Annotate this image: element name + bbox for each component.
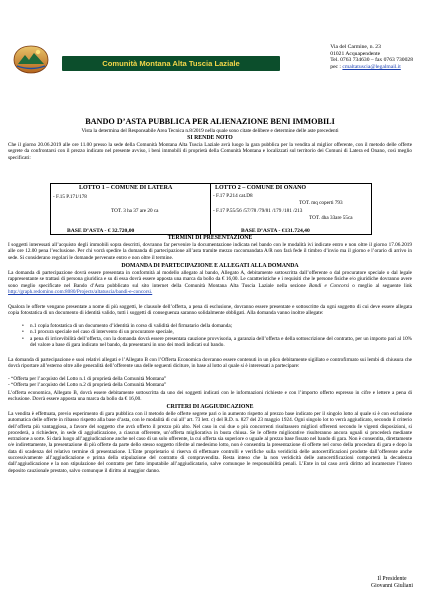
lot-1-heading: LOTTO 1 – COMUNE DI LATERA bbox=[79, 185, 173, 191]
attachment-item bbox=[22, 336, 412, 349]
signature-name: Giovanni Giuliani bbox=[370, 583, 413, 589]
envelope-option-lot-1: - “Offerta per l’acquisto del Lotto n.1 di proprietà della Comunità Montana” bbox=[8, 376, 167, 382]
application-paragraph bbox=[8, 270, 412, 295]
lot-1-total: TOT. 3 ha 37 are 20 ca bbox=[111, 208, 159, 214]
section-heading-terms: TERMINI DI PRESENTAZIONE bbox=[167, 235, 253, 241]
lot-2-covered-area: TOT. mq coperti 793 bbox=[299, 200, 343, 206]
attachments-list bbox=[22, 323, 412, 348]
lot-2-total: TOT. 4ha 33are 55ca bbox=[309, 215, 353, 221]
section-heading-application: DOMANDA DI PARTECIPAZIONE E ALLEGATI ALLA DOMANDA bbox=[121, 263, 299, 269]
intro-paragraph: Che il giorno 20.06.2019 alle ore 11.00 presso la sede della Comunità Montana Alta Tuscia Laziale avrà luogo la gara pubblica per la vendita al miglior offerente, con il metodo delle offerte segrete da confrontarsi con il prezzo indicato nel presente avviso, i beni immobili di proprietà della Comunità Montana e localizzati sul territorio dei Comuni di Latera ed Onano, così meglio specificati: bbox=[8, 142, 412, 161]
signature-role: Il Presidente bbox=[377, 576, 407, 582]
lot-2-base-price: BASE D’ASTA - €131.724,40 bbox=[241, 228, 310, 234]
lot-2-cell bbox=[211, 184, 371, 234]
award-paragraph: La vendita è effettuata, previo esperimento di gara pubblica con il metodo delle offerte segrete pari o in aumento rispetto al prezzo base indicato per il singolo lotto al quale si è con esclusione automatica delle offerte in ribasso rispetto alla base d’asta, con le modalità di cui all’ art. 73 lett. c) del R.D. n. 827 del 23 maggio 1924. Ogni singolo lot to verrà aggiudicato, secondo il criterio dell’offerta più vantaggiosa, a favore del soggetto che avrà offerto il prezzo più alto. Nel caso in cui due o più concorrenti risultassero migliori offerenti secondo le vigenti disposizioni, si procederà, a richiedere, in sede di aggiudicazione, a ciascun offerente, un’offerta migliorativa in busta chiusa. Se le offerte migliorative risulteranno ancora uguali si procederà mediante estrazione a sorte. Si darà luogo all’aggiudicazione anche nel caso di un solo offerente, la cui offerta sia superiore o uguale al prezzo base fissato nel bando di gara. Non è consentita, direttamente o/e indirettamente, la presentazione di più offerte da parte dello stesso soggetto riferite al medesimo lotto, non è consentita la presentazione di offerte nel corso della procedura di gara e dopo la data di scadenza del relativo termine di presentazione. L’Ente proprietario si riserva di effettuare controlli e verifiche sulla veridicità delle autocertificazioni prodotte dall’offerente anche successivamente all’aggiudicazione e prima della stipulazione del contratto di compravendita. Resta inteso che la non veridicità delle autocertificazioni comporterà la decadenza dall’aggiudicazione e la non stipulazione del contratto per fatto imputabile all’aggiudicatario, salve comunque le responsabilità penali. L’Ente in tal caso avrà diritto ad incamerare l’intero deposito cauzionale prestato, salvo comunque il diritto al maggior danno. bbox=[8, 411, 412, 474]
page-subtitle: Vista la determina del Responsabile Area Tecnica n.8/2019 nella quale sono citate delibere e determine delle aste precedenti bbox=[81, 128, 339, 134]
bullet-icon: • bbox=[22, 335, 24, 342]
signature-block bbox=[371, 576, 413, 590]
section-heading-award: CRITERI DI AGGIUDICAZIONE bbox=[166, 404, 254, 410]
letterhead-address bbox=[330, 44, 413, 70]
section-heading-notice: SI RENDE NOTO bbox=[187, 135, 233, 141]
lots-table bbox=[50, 183, 372, 235]
application-section-name: Bandi e Concorsi bbox=[308, 282, 350, 289]
attachment-item-text: a pena di irricevibilità dell’offerta, con la domanda dovrà essere presentata cauzione provvisoria, a garanzia dell’offerta e della sottoscrizione del contratto, per un importo pari al 10% del valore a base di gara indicato nel bando, da presentarsi in uno dei modi indicati sul bando. bbox=[30, 335, 412, 348]
address-street: Via del Carmine, n. 23 bbox=[330, 44, 381, 50]
pec-label: pec : bbox=[330, 63, 341, 70]
envelope-paragraph: La domanda di partecipazione e suoi relativi allegati e l’Allegato B con l’Offerta Economica dovranno essere contenuti in un plico debitamente sigillato e controfirmato sui lembi di chiusura che dovrà riportare all’esterno oltre alle generalità dell’offerente una delle seguenti diciture, in base al lotto al quale si è interessati a partecipare: bbox=[8, 357, 412, 370]
lot-1-base-price: BASE D’ASTA - € 32.720,00 bbox=[67, 228, 135, 234]
lot-1-cell bbox=[51, 184, 210, 234]
attachment-item-text: n.1 copia fotostatica di un documento d’identità in corso di validità del firmatario della domanda; bbox=[30, 323, 233, 329]
terms-paragraph: I soggetti interessati all’acquisto degli immobili sopra descritti, dovranno far pervenire la documentazione indicata nel bando con le modalità ivi indicate entro e non oltre il giorno 17.06.2019 alle ore 12.00 pena l’esclusione. Per chi vorrà spedire la domanda di partecipazione all’asta tramite mezzo raccomandata A/R non farà fede il timbro d’invio ma il giorno e l’orario di arrivo in sede. Si considerano regolari le domande pervenute entro e non oltre il termine. bbox=[8, 242, 412, 261]
lot-2-building: - F.17 P.214 cat.D8 bbox=[213, 193, 253, 199]
offer-paragraph: L’offerta economica, Allegato B, dovrà essere debitamente sottoscritta da uno dei soggetti indicati con le informazioni richieste e con l’importo offerto espresso in cifre e lettere a pena di esclusione. Dovrà essere apposta una marca da bollo da € 16,00. bbox=[8, 390, 412, 403]
bandi-concorsi-link[interactable]: http://graph.redomino.com:8080/Projects/altatuscia/bandi-e-concorsi. bbox=[8, 288, 153, 295]
comunita-montana-logo-icon bbox=[10, 44, 52, 75]
address-city: 01021 Acquapendente bbox=[330, 50, 381, 57]
lot-1-parcels: - F.15 P.171/178 bbox=[53, 194, 87, 200]
address-pec bbox=[330, 64, 413, 71]
lot-2-heading: LOTTO 2 – COMUNE DI ONANO bbox=[215, 185, 307, 191]
application-text: La domanda di partecipazione dovrà essere presentata in conformità al modello allegato al bando, Allegato A, debitamente sottoscritta dall’offerente o dal procuratore speciale o dal legale rappresentante se trattasi di persona giuridica e su di essa dovrà essere apposta una marca da bollo da € 16,00. Le caratteristiche e i requisiti che le persone fisiche e/o giuridiche dovranno avere sono meglio specificate nel Bando d’Asta pubblicato sul sito internet della Comunità Montana Alta Tuscia Laziale nella sezione bbox=[8, 270, 412, 289]
application-multiple-bidders-paragraph: Qualora le offerte vengano presentate a nome di più soggetti, le clausole dell’offerta, a pena di esclusione, dovranno essere presentate e sottoscritte da ogni soggetto di cui deve essere allegata copia fotostatica di un documento di identità valido, tutti i soggetti di conseguenza saranno solidalmente obbligati. Alla domanda vanno inoltre allegate: bbox=[8, 304, 412, 317]
attachment-item-text: n.1 procura speciale nel caso di intervento di un procuratore speciale, bbox=[30, 329, 174, 336]
application-link-prefix: o meglio al seguente link bbox=[352, 282, 413, 289]
page-title: BANDO D’ASTA PUBBLICA PER ALIENAZIONE BENI IMMOBILI bbox=[85, 117, 335, 126]
pec-email-link[interactable]: cmaltatuscia@legalmail.it bbox=[342, 63, 401, 70]
envelope-option-lot-2: - “Offerta per l’acquisto del Lotto n.2 di proprietà della Comunità Montana” bbox=[8, 382, 167, 388]
lot-2-parcels: - F.17 P.55/56 /57/78 /79/81 /179 /181 /213 bbox=[213, 208, 303, 214]
bullet-icon: • bbox=[22, 329, 24, 336]
bullet-icon: • bbox=[22, 323, 24, 329]
address-phone: Tel. 0763 734630 – fax 0763 730028 bbox=[330, 57, 413, 64]
org-name-banner: Comunità Montana Alta Tuscia Laziale bbox=[62, 56, 280, 71]
